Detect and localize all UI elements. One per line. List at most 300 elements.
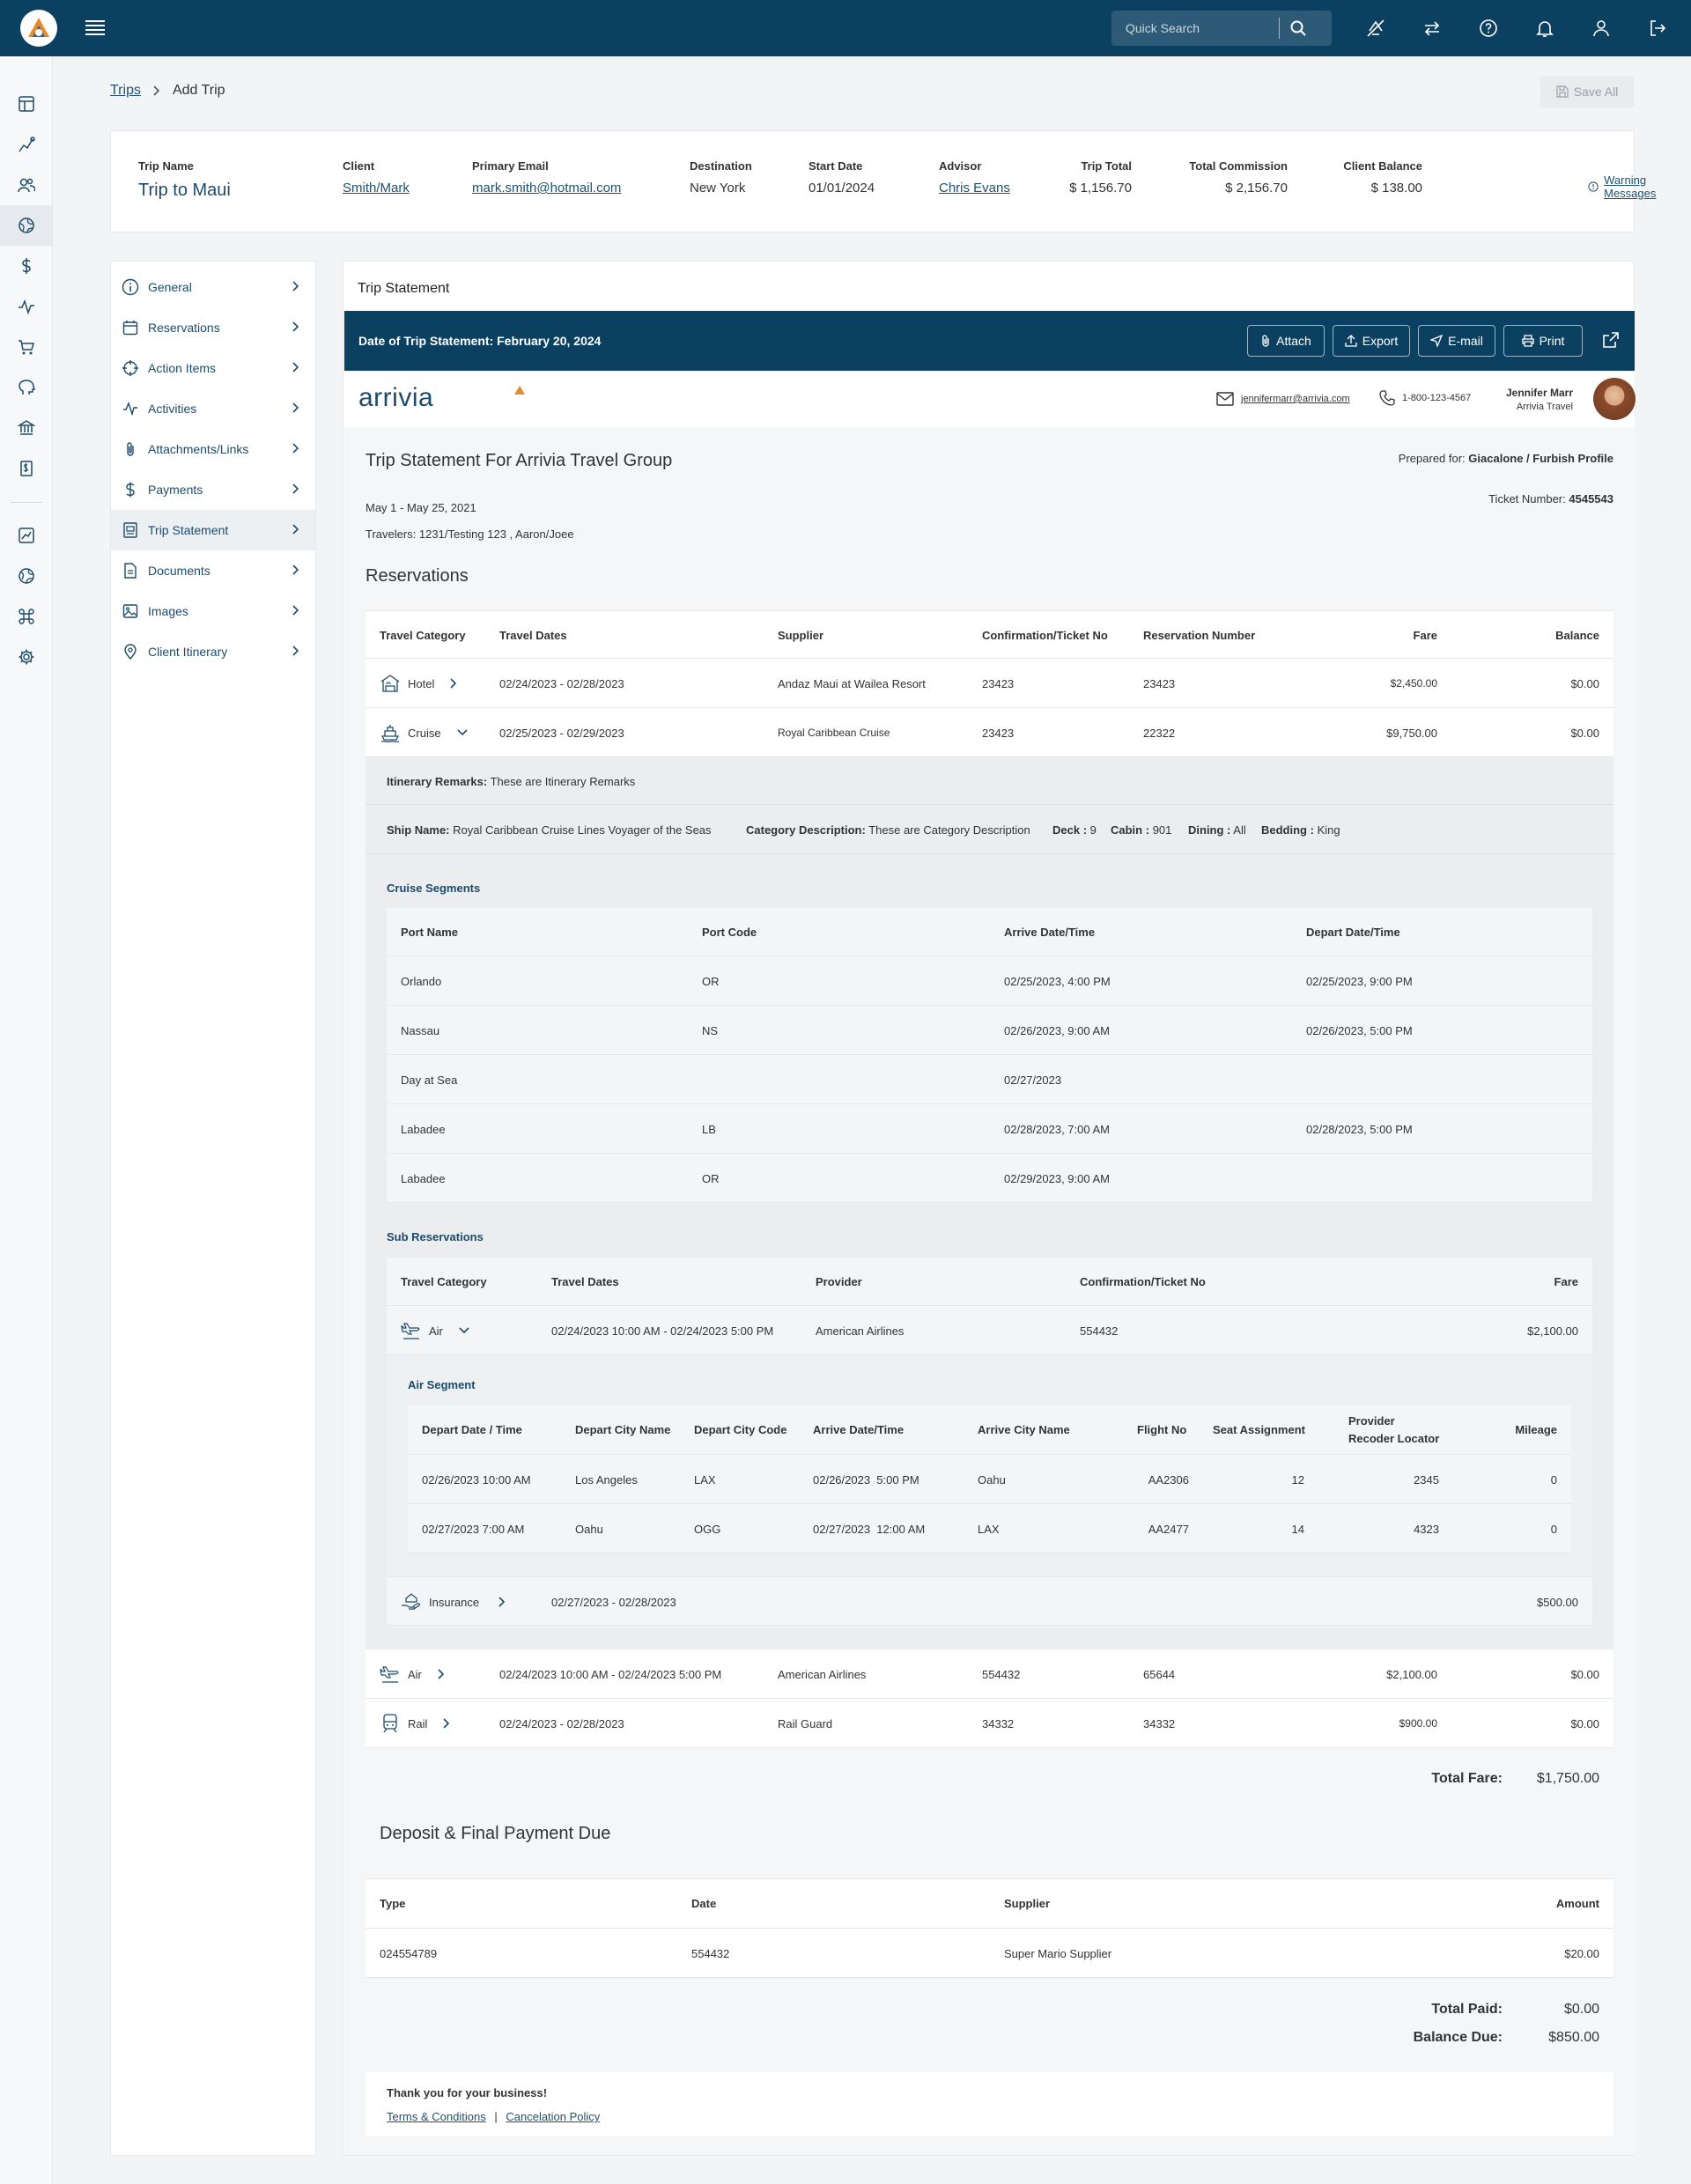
port-code: OR [702, 1172, 720, 1185]
reservations-header-row [366, 610, 1613, 659]
export-label: Export [1362, 334, 1399, 348]
col-depart-datetime: Depart Date / Time [422, 1423, 522, 1436]
fare: $9,750.00 [1386, 727, 1437, 740]
supplier: American Airlines [778, 1668, 867, 1681]
port-code: NS [702, 1024, 719, 1037]
activity-icon [120, 398, 141, 419]
contact-phone-value: 1-800-123-4567 [1402, 393, 1472, 403]
cancellation-policy-link[interactable]: Cancelation Policy [506, 2110, 601, 2123]
destination-value: New York [690, 181, 746, 196]
reservation-number: 34332 [1143, 1717, 1176, 1730]
user-icon[interactable] [1573, 0, 1629, 56]
col-recoder-locator: Recoder Locator [1348, 1432, 1440, 1445]
col-flight-no: Flight No [1137, 1423, 1187, 1436]
calendar-icon [120, 317, 141, 338]
hotel-icon [380, 673, 401, 694]
advisor-link[interactable]: Chris Evans [939, 181, 1010, 196]
total-paid-value: $0.00 [1563, 2002, 1599, 2017]
sub-header-row [387, 1258, 1592, 1306]
chevron-right-icon [292, 443, 299, 454]
col-seat: Seat Assignment [1213, 1423, 1305, 1436]
nav-label: Trip Statement [148, 523, 229, 537]
alert-icon [1588, 178, 1599, 196]
col-supplier: Supplier [778, 629, 824, 642]
menu-icon[interactable] [85, 19, 105, 35]
confirmation-no: 34332 [982, 1717, 1015, 1730]
trip-statement-panel [343, 261, 1635, 2156]
trip-total-field [1069, 159, 1132, 196]
activity-icon[interactable] [0, 286, 53, 327]
statement-document [344, 427, 1635, 2155]
info-icon [120, 277, 141, 298]
destination-field [690, 159, 752, 196]
bell-icon[interactable] [1517, 0, 1573, 56]
date-range: May 1 - May 25, 2021 [366, 501, 476, 514]
nav-documents[interactable] [111, 550, 315, 591]
category-hotel[interactable] [380, 673, 457, 694]
fare: $2,100.00 [1527, 1324, 1578, 1338]
statement-heading: Trip Statement For Arrivia Travel Group [366, 451, 673, 470]
col-port-code: Port Code [702, 926, 757, 939]
chevron-right-icon [292, 646, 299, 656]
send-icon [1430, 335, 1443, 347]
nav-label: General [148, 280, 192, 294]
category-label: Rail [408, 1716, 428, 1730]
nav-client-itinerary[interactable] [111, 631, 315, 672]
chevron-down-icon[interactable] [459, 1327, 469, 1334]
agent-company: Arrivia Travel [1516, 402, 1573, 412]
col-provider: Provider [1348, 1414, 1395, 1428]
client-link[interactable]: Smith/Mark [343, 181, 410, 196]
travel-dates: 02/24/2023 - 02/28/2023 [499, 1717, 624, 1730]
client-field [343, 159, 410, 196]
col-fare: Fare [1554, 1275, 1578, 1288]
port-code: LB [702, 1123, 716, 1136]
deposit-row [366, 1929, 1613, 1978]
clients-icon[interactable] [0, 165, 53, 205]
statement-brand-row [344, 371, 1635, 427]
port-name: Labadee [401, 1172, 446, 1185]
settings-icon[interactable] [0, 637, 53, 677]
search-icon[interactable] [1290, 20, 1306, 36]
category-insurance[interactable] [401, 1591, 506, 1612]
col-provider: Provider [816, 1275, 862, 1288]
dashboard-icon[interactable] [0, 84, 53, 124]
cruise-segments-title: Cruise Segments [387, 882, 481, 895]
deposit-amount: $20.00 [1564, 1947, 1599, 1960]
fare: $2,450.00 [1390, 677, 1437, 690]
col-depart-city-name: Depart City Name [575, 1423, 671, 1436]
col-date: Date [691, 1897, 717, 1910]
client-balance-label: Client Balance [1343, 159, 1422, 173]
category-description-label: Category Description: [746, 823, 866, 837]
reservation-number: 65644 [1143, 1668, 1176, 1681]
deck-value: 9 [1089, 823, 1097, 837]
depart-city-name: Oahu [575, 1523, 603, 1536]
commission-label: Total Commission [1189, 159, 1288, 173]
nav-payments[interactable] [111, 469, 315, 510]
depart-city-code: LAX [694, 1473, 716, 1487]
deposit-table [366, 1878, 1613, 1977]
phone-icon [1379, 390, 1395, 406]
nav-label: Images [148, 604, 188, 618]
contact-email[interactable] [1216, 392, 1350, 406]
contact-email-link[interactable]: jennifermarr@arrivia.com [1241, 394, 1350, 404]
brand-wordmark: arrivia [358, 383, 434, 412]
nav-label: Payments [148, 483, 203, 497]
breadcrumb [110, 83, 225, 99]
no-commission-icon[interactable] [1348, 0, 1404, 56]
travel-dates: 02/27/2023 - 02/28/2023 [551, 1596, 676, 1609]
arrive-city-name: LAX [978, 1523, 1000, 1536]
chart-rocket-icon[interactable] [0, 124, 53, 165]
world-icon[interactable] [0, 556, 53, 596]
reservation-number: 22322 [1143, 727, 1176, 740]
nav-label: Attachments/Links [148, 442, 249, 456]
balance-due-value: $850.00 [1548, 2030, 1599, 2045]
flight-no: AA2306 [1148, 1473, 1189, 1487]
segment-row [387, 1006, 1592, 1055]
balance: $0.00 [1570, 727, 1599, 740]
confirmation-no: 554432 [1080, 1324, 1119, 1338]
statement-footer [366, 2072, 1613, 2136]
dining-value: All [1233, 823, 1246, 837]
col-arrive-city-name: Arrive City Name [978, 1423, 1070, 1436]
col-reservation-number: Reservation Number [1143, 629, 1256, 642]
deposit-header-row [366, 1879, 1613, 1929]
start-date-field [809, 159, 875, 196]
paperclip-icon [1260, 335, 1271, 347]
advisor-field [939, 159, 1010, 196]
depart-city-code: OGG [694, 1523, 721, 1536]
trip-side-nav [110, 261, 316, 2156]
nav-images[interactable] [111, 591, 315, 631]
cabin-label: Cabin : [1111, 823, 1150, 837]
prepared-for-value: Giacalone / Furbish Profile [1468, 452, 1613, 465]
trip-info-card [110, 130, 1657, 232]
category-cruise[interactable] [380, 722, 468, 743]
air-row [408, 1504, 1571, 1553]
report-icon[interactable] [0, 515, 53, 556]
dining-label: Dining : [1188, 823, 1231, 837]
sub-reservations-title: Sub Reservations [387, 1230, 484, 1243]
command-icon[interactable] [0, 596, 53, 637]
remarks-value: These are Itinerary Remarks [490, 775, 636, 788]
warning-messages-link[interactable]: Warning Messages [1604, 173, 1657, 200]
bank-icon[interactable] [0, 408, 53, 448]
ship-name-value: Royal Caribbean Cruise Lines Voyager of the Seas [453, 823, 712, 837]
recoder-locator: 2345 [1414, 1473, 1439, 1487]
search-input[interactable] [1111, 21, 1279, 35]
confirmation-no: 23423 [982, 677, 1015, 690]
prepared-for-label: Prepared for: [1398, 452, 1466, 465]
category-label: Air [429, 1324, 443, 1338]
prepared-for [1399, 452, 1613, 465]
client-balance-value: $ 138.00 [1370, 181, 1422, 196]
supplier: Rail Guard [778, 1717, 833, 1730]
logout-icon[interactable] [1629, 0, 1686, 56]
chevron-right-icon[interactable] [438, 1669, 445, 1679]
col-type: Type [380, 1897, 406, 1910]
col-depart: Depart Date/Time [1306, 926, 1400, 939]
table-row [366, 659, 1613, 708]
email-label: Primary Email [472, 159, 549, 173]
total-fare-value: $1,750.00 [1536, 1771, 1599, 1786]
deposit-title: Deposit & Final Payment Due [380, 1824, 611, 1843]
statement-icon [120, 520, 141, 541]
nav-activities[interactable] [111, 388, 315, 429]
total-fare-label: Total Fare: [1431, 1771, 1503, 1786]
printer-icon [1522, 335, 1534, 347]
chevron-right-icon[interactable] [443, 1718, 450, 1729]
ticket-number-value: 4545543 [1569, 492, 1613, 505]
chevron-right-icon [292, 524, 299, 535]
commission-value: $ 2,156.70 [1225, 181, 1288, 196]
image-icon [120, 601, 141, 622]
arrive-time: 02/27/2023 [1004, 1074, 1062, 1087]
itinerary-remarks [366, 757, 1613, 805]
travel-dates: 02/24/2023 - 02/28/2023 [499, 677, 624, 690]
provider: American Airlines [816, 1324, 905, 1338]
save-all-label: Save All [1573, 85, 1619, 99]
attach-button[interactable] [1247, 325, 1325, 357]
segment-row [387, 1104, 1592, 1154]
quick-search[interactable] [1111, 11, 1332, 46]
nav-action-items[interactable] [111, 348, 315, 388]
col-travel-category: Travel Category [401, 1275, 487, 1288]
chevron-right-icon [292, 402, 299, 413]
arrive-time: 02/28/2023, 7:00 AM [1004, 1123, 1110, 1136]
cart-icon[interactable] [0, 327, 53, 367]
agent-info [1506, 387, 1573, 412]
breadcrumb-trips-link[interactable]: Trips [110, 83, 141, 98]
mind-icon[interactable] [0, 367, 53, 408]
chevron-right-icon[interactable] [450, 678, 457, 689]
trip-name-field [138, 159, 231, 201]
chevron-right-icon [292, 564, 299, 575]
email-field [472, 159, 621, 196]
port-name: Day at Sea [401, 1074, 458, 1087]
col-port-name: Port Name [401, 926, 459, 939]
airplane-icon [380, 1664, 401, 1685]
arrive-time: 02/26/2023, 9:00 AM [1004, 1024, 1110, 1037]
reservation-number: 23423 [1143, 677, 1176, 690]
depart-city-name: Los Angeles [575, 1473, 638, 1487]
sub-row-air [387, 1306, 1592, 1355]
travelers: Travelers: 1231/Testing 123 , Aaron/Joee [366, 528, 574, 541]
document-icon [120, 560, 141, 581]
statement-date: Date of Trip Statement: February 20, 2024 [358, 334, 602, 348]
reservations-table [366, 610, 1613, 1748]
open-external-icon[interactable] [1602, 331, 1620, 349]
chevron-right-icon[interactable] [498, 1597, 506, 1607]
statement-toolbar [344, 311, 1635, 371]
chevron-right-icon [292, 362, 299, 373]
attach-label: Attach [1276, 334, 1311, 348]
chevron-right-icon [292, 483, 299, 494]
client-label: Client [343, 159, 375, 173]
advisor-label: Advisor [939, 159, 982, 173]
nav-label: Action Items [148, 361, 217, 375]
balance: $0.00 [1570, 677, 1599, 690]
cruise-segments-table [387, 908, 1592, 1203]
segment-row [387, 1055, 1592, 1104]
seat-assignment: 12 [1291, 1473, 1304, 1487]
confirmation-no: 23423 [982, 727, 1015, 740]
cruise-details [366, 757, 1613, 1649]
category-rail[interactable] [380, 1713, 450, 1734]
table-row [366, 708, 1613, 757]
nav-attachments[interactable] [111, 429, 315, 469]
travel-dates: 02/25/2023 - 02/29/2023 [499, 727, 624, 740]
brand-logo-mark-icon [513, 385, 526, 395]
segments-header-row [387, 908, 1592, 956]
fare: $900.00 [1399, 1717, 1437, 1730]
nav-general[interactable] [111, 267, 315, 307]
col-balance: Balance [1555, 629, 1599, 642]
mileage: 0 [1550, 1523, 1557, 1536]
email-link[interactable]: mark.smith@hotmail.com [472, 181, 622, 196]
thank-you-note: Thank you for your business! [387, 2086, 548, 2099]
train-icon [380, 1713, 401, 1734]
trip-total-label: Trip Total [1081, 159, 1132, 173]
balance-due-label: Balance Due: [1413, 2030, 1503, 2045]
trip-total-value: $ 1,156.70 [1069, 181, 1132, 196]
reservations-title: Reservations [366, 566, 469, 586]
nav-reservations[interactable] [111, 307, 315, 348]
segment-row [387, 1154, 1592, 1203]
category-label: Air [408, 1667, 422, 1681]
receipt-icon[interactable] [0, 448, 53, 489]
port-name: Labadee [401, 1123, 446, 1136]
start-date-value: 01/01/2024 [809, 181, 875, 196]
ticket-number [1488, 492, 1613, 505]
table-row [366, 1649, 1613, 1699]
category-air[interactable] [401, 1320, 469, 1341]
client-balance-field [1343, 159, 1422, 196]
depart-datetime: 02/26/2023 10:00 AM [422, 1473, 531, 1487]
balance: $0.00 [1570, 1717, 1599, 1730]
port-name: Nassau [401, 1024, 440, 1037]
panel-title: Trip Statement [358, 281, 450, 296]
agent-name: Jennifer Marr [1505, 387, 1573, 399]
total-paid-label: Total Paid: [1431, 2002, 1503, 2017]
travel-dates: 02/24/2023 10:00 AM - 02/24/2023 5:00 PM [551, 1324, 774, 1338]
arrive-datetime: 02/27/2023 12:00 AM [813, 1523, 926, 1536]
print-label: Print [1539, 334, 1565, 348]
chevron-right-icon [292, 321, 299, 332]
email-label: E-mail [1448, 334, 1483, 348]
depart-time: 02/28/2023, 5:00 PM [1306, 1123, 1413, 1136]
col-amount: Amount [1555, 1897, 1599, 1910]
dollar-icon [120, 479, 141, 500]
trips-globe-icon[interactable] [0, 205, 53, 246]
save-icon [1556, 85, 1569, 98]
port-code: OR [702, 975, 720, 988]
arrive-time: 02/29/2023, 9:00 AM [1004, 1172, 1110, 1185]
remarks-label: Itinerary Remarks: [387, 775, 488, 788]
terms-link[interactable]: Terms & Conditions [387, 2110, 486, 2123]
fare: $2,100.00 [1386, 1668, 1437, 1681]
travel-dates: 02/24/2023 10:00 AM - 02/24/2023 5:00 PM [499, 1668, 722, 1681]
save-all-button[interactable] [1540, 76, 1634, 107]
print-button[interactable] [1503, 325, 1583, 357]
category-air[interactable] [380, 1664, 445, 1685]
warning-messages[interactable] [1588, 173, 1663, 200]
mail-icon [1216, 392, 1234, 406]
bedding-value: King [1317, 823, 1340, 837]
depart-datetime: 02/27/2023 7:00 AM [422, 1523, 525, 1536]
export-button[interactable] [1333, 325, 1410, 357]
nav-label: Reservations [148, 321, 220, 335]
export-icon [1345, 335, 1357, 347]
col-arrive-datetime: Arrive Date/Time [813, 1423, 905, 1436]
arrive-time: 02/25/2023, 4:00 PM [1004, 975, 1111, 988]
email-button[interactable] [1418, 325, 1495, 357]
ship-details [366, 805, 1613, 854]
chevron-right-icon [292, 605, 299, 616]
footer-separator: | [494, 2110, 498, 2123]
supplier: Andaz Maui at Wailea Resort [778, 677, 926, 690]
col-travel-dates: Travel Dates [551, 1275, 619, 1288]
col-travel-category: Travel Category [380, 629, 466, 642]
depart-time: 02/26/2023, 5:00 PM [1306, 1024, 1413, 1037]
nav-trip-statement[interactable] [111, 510, 315, 550]
chevron-down-icon[interactable] [457, 729, 468, 736]
cabin-value: 901 [1152, 823, 1172, 837]
left-rail [0, 56, 53, 2184]
arrive-datetime: 02/26/2023 5:00 PM [813, 1473, 919, 1487]
transfer-icon[interactable] [1404, 0, 1460, 56]
destination-label: Destination [690, 159, 752, 173]
start-date-label: Start Date [809, 159, 863, 173]
deposit-supplier: Super Mario Supplier [1004, 1947, 1112, 1960]
trip-name-value: Trip to Maui [138, 181, 231, 200]
deposit-type: 024554789 [380, 1947, 438, 1960]
air-segment-table [408, 1406, 1571, 1553]
recoder-locator: 4323 [1414, 1523, 1439, 1536]
contact-phone [1379, 390, 1471, 406]
ship-name-label: Ship Name: [387, 823, 450, 837]
arrive-city-name: Oahu [978, 1473, 1006, 1487]
table-row [366, 1699, 1613, 1748]
trip-name-label: Trip Name [138, 159, 194, 173]
fare: $500.00 [1537, 1596, 1578, 1609]
air-row [408, 1455, 1571, 1504]
help-icon[interactable] [1460, 0, 1517, 56]
nav-label: Documents [148, 564, 210, 578]
app-logo[interactable] [20, 10, 57, 47]
depart-time: 02/25/2023, 9:00 PM [1306, 975, 1413, 988]
dollar-icon[interactable] [0, 246, 53, 286]
sub-reservations-table [387, 1258, 1592, 1627]
category-description-value: These are Category Description [868, 823, 1030, 837]
col-mileage: Mileage [1515, 1423, 1557, 1436]
air-header-row [408, 1406, 1571, 1455]
ticket-number-label: Ticket Number: [1488, 492, 1566, 505]
location-pin-icon [120, 641, 141, 662]
category-label: Insurance [429, 1595, 480, 1609]
deposit-date: 554432 [691, 1947, 730, 1960]
deck-label: Deck : [1052, 823, 1088, 837]
segment-row [387, 956, 1592, 1006]
mileage: 0 [1550, 1473, 1557, 1487]
ship-icon [380, 722, 401, 743]
balance: $0.00 [1570, 1668, 1599, 1681]
seat-assignment: 14 [1291, 1523, 1304, 1536]
category-label: Hotel [408, 676, 435, 690]
col-supplier: Supplier [1004, 1897, 1051, 1910]
